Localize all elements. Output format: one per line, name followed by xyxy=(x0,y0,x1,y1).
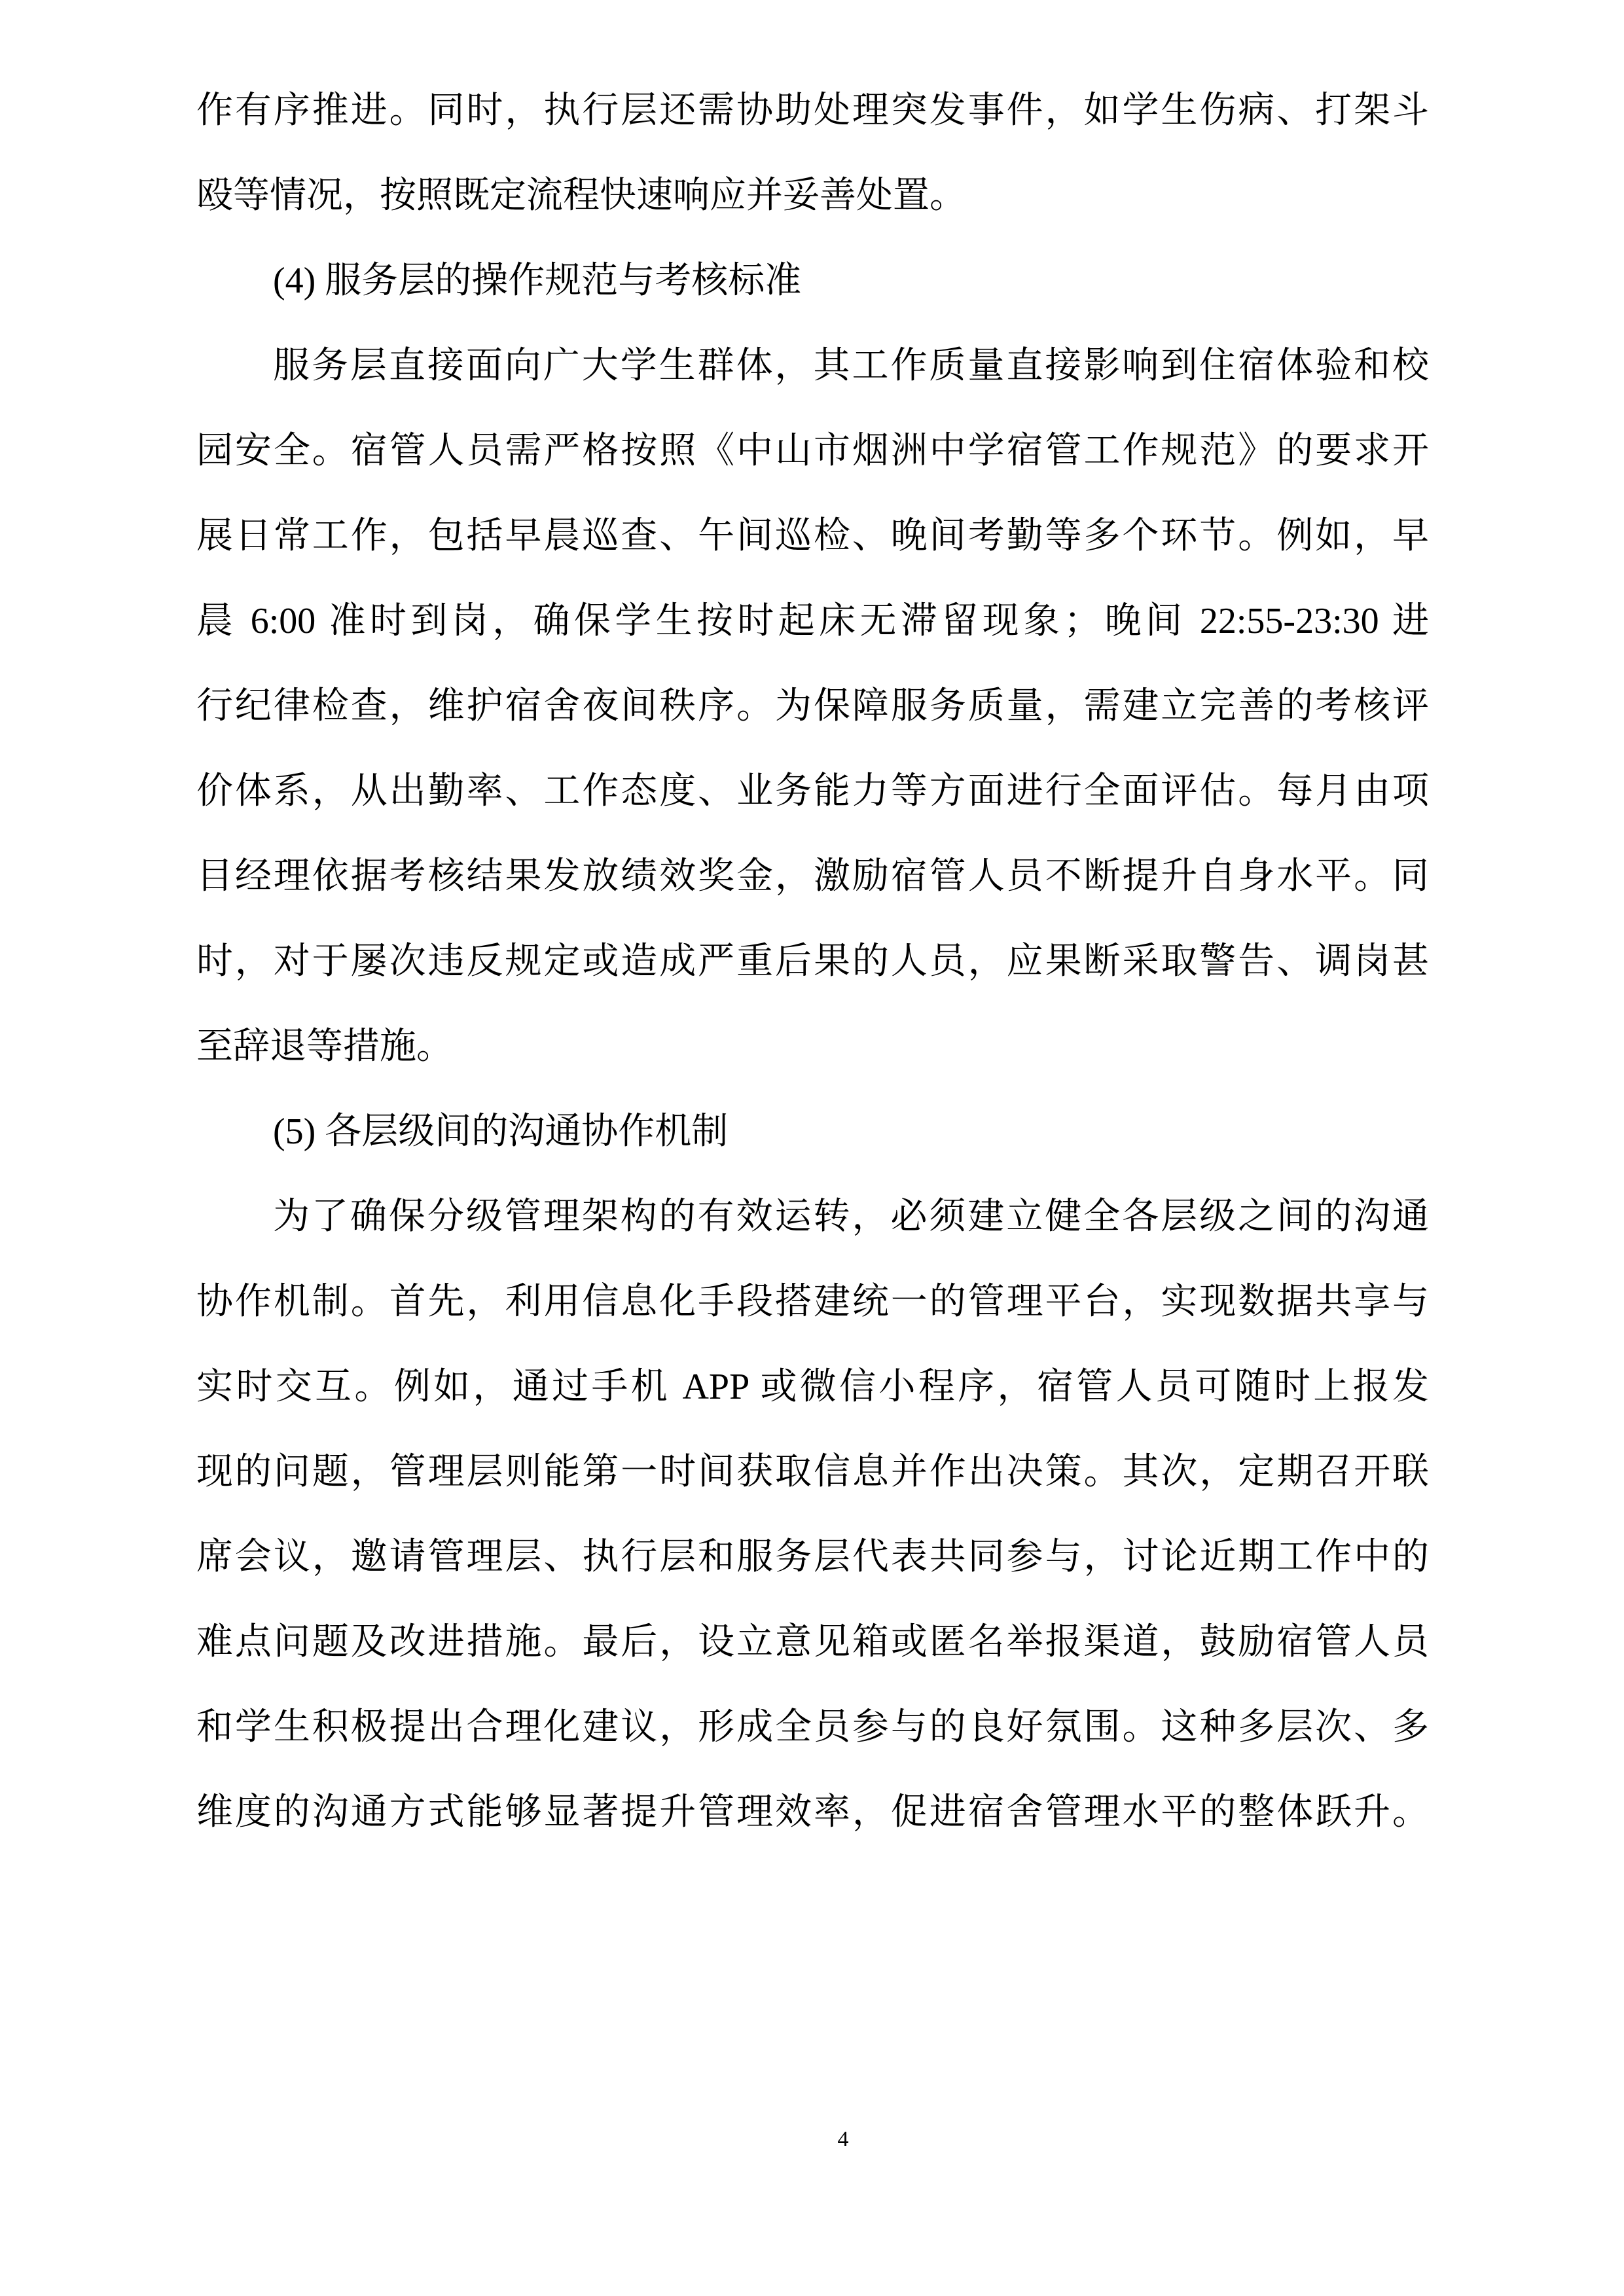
text-line: 为了确保分级管理架构的有效运转，必须建立健全各层级之间的沟通 xyxy=(273,1196,1429,1237)
text-line: 园安全。宿管人员需严格按照《中山市烟洲中学宿管工作规范》的要求开 xyxy=(196,431,1429,471)
text-line: 目经理依据考核结果发放绩效奖金，激励宿管人员不断提升自身水平。同 xyxy=(196,856,1429,897)
page-number: 4 xyxy=(837,2127,849,2151)
text-line: 展日常工作，包括早晨巡查、午间巡检、晚间考勤等多个环节。例如，早 xyxy=(196,516,1429,556)
text-line: 难点问题及改进措施。最后，设立意见箱或匿名举报渠道，鼓励宿管人员 xyxy=(196,1622,1429,1662)
section-heading: (4) 服务层的操作规范与考核标准 xyxy=(273,260,802,301)
text-line: 殴等情况，按照既定流程快速响应并妥善处置。 xyxy=(196,175,966,216)
text-line: 现的问题，管理层则能第一时间获取信息并作出决策。其次，定期召开联 xyxy=(196,1452,1429,1492)
text-line: 作有序推进。同时，执行层还需协助处理突发事件，如学生伤病、打架斗 xyxy=(196,90,1429,131)
text-line: 晨 6:00 准时到岗，确保学生按时起床无滞留现象；晚间 22:55-23:30 进 xyxy=(196,601,1429,641)
text-line: 行纪律检查，维护宿舍夜间秩序。为保障服务质量，需建立完善的考核评 xyxy=(196,686,1429,726)
section-heading: (5) 各层级间的沟通协作机制 xyxy=(273,1111,729,1152)
text-line: 至辞退等措施。 xyxy=(196,1026,453,1067)
text-line: 维度的沟通方式能够显著提升管理效率，促进宿舍管理水平的整体跃升。 xyxy=(196,1792,1429,1833)
text-line: 服务层直接面向广大学生群体，其工作质量直接影响到住宿体验和校 xyxy=(273,346,1429,386)
text-line: 席会议，邀请管理层、执行层和服务层代表共同参与，讨论近期工作中的 xyxy=(196,1537,1429,1577)
text-line: 时，对于屡次违反规定或造成严重后果的人员，应果断采取警告、调岗甚 xyxy=(196,941,1429,982)
text-line: 和学生积极提出合理化建议，形成全员参与的良好氛围。这种多层次、多 xyxy=(196,1707,1429,1748)
text-line: 实时交互。例如，通过手机 APP 或微信小程序，宿管人员可随时上报发 xyxy=(196,1367,1429,1407)
text-line: 协作机制。首先，利用信息化手段搭建统一的管理平台，实现数据共享与 xyxy=(196,1282,1429,1322)
text-line: 价体系，从出勤率、工作态度、业务能力等方面进行全面评估。每月由项 xyxy=(196,771,1429,812)
